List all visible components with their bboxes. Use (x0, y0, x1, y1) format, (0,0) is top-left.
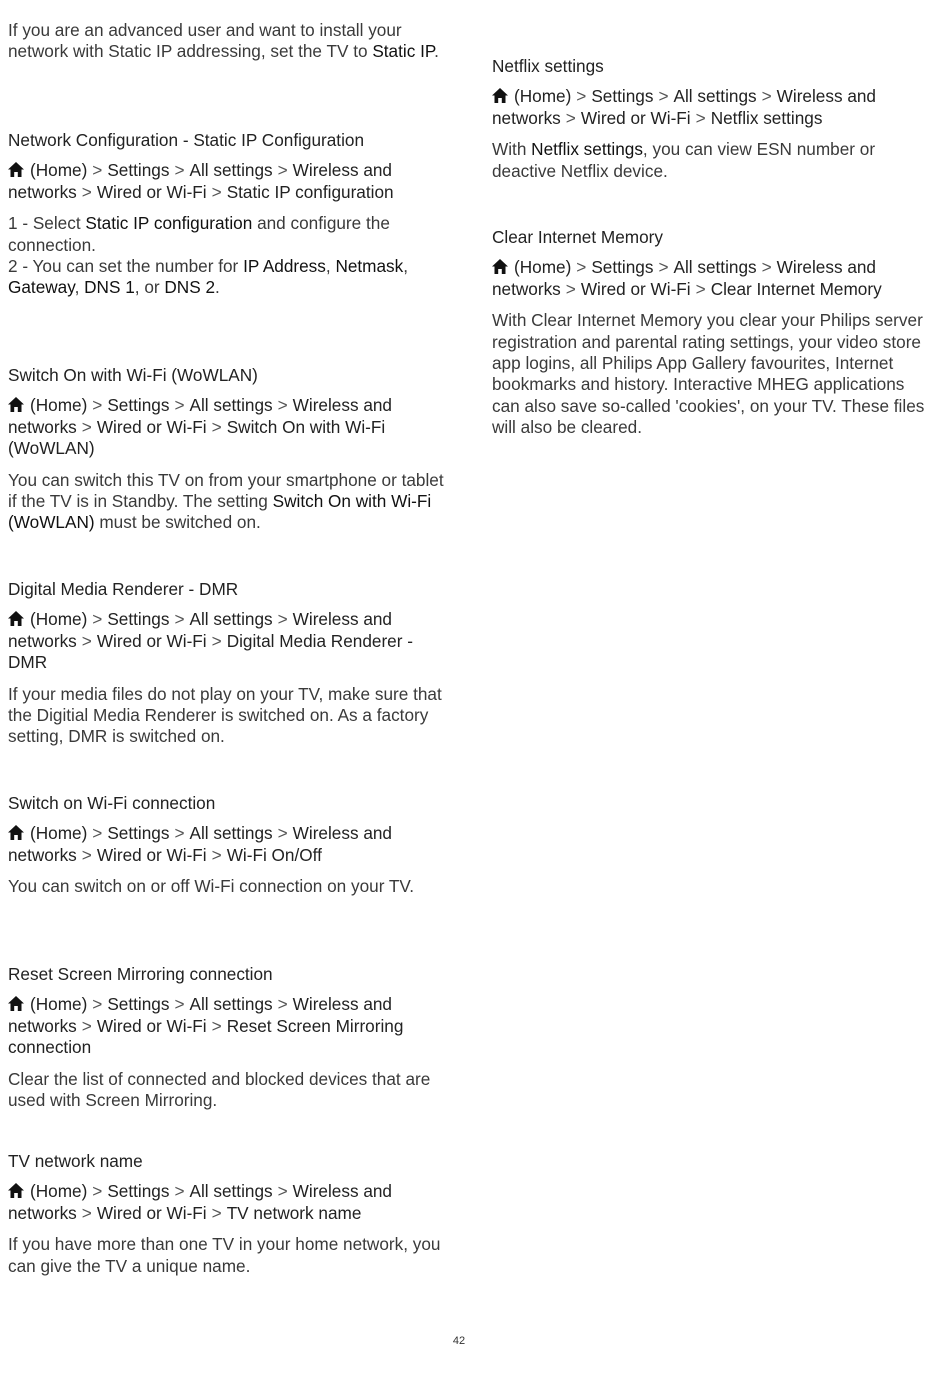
path-wired-wifi: Wired or Wi-Fi (96, 1202, 207, 1223)
home-icon (8, 397, 24, 412)
path-separator: > (174, 1181, 185, 1202)
path-settings: Settings (107, 823, 170, 844)
body-suffix: must be switched on. (99, 512, 261, 533)
path-target: Reset Screen Mirroring connection (8, 1015, 404, 1058)
path-wired-wifi: Wired or Wi-Fi (580, 278, 691, 299)
section-heading: Switch On with Wi-Fi (WoWLAN) (8, 365, 258, 385)
step-2-prefix: 2 - You can set the number for (8, 256, 239, 277)
path-all-settings: All settings (189, 160, 273, 181)
path-wireless: Wireless and networks (8, 395, 392, 437)
path-separator: > (565, 278, 576, 299)
step-1-suffix: and configure the connection. (8, 213, 390, 255)
path-separator: > (211, 630, 222, 651)
section-heading: Network Configuration - Static IP Configuration (8, 130, 365, 150)
path-separator: > (576, 257, 587, 278)
path-separator: > (695, 107, 706, 128)
path-home: (Home) (514, 86, 572, 107)
section-body: If your media files do not play on your TV, make sure that the Digitial Media Renderer is switched on. As a factory setting, DMR is switched on. (8, 683, 442, 747)
path-separator: > (277, 395, 288, 416)
home-icon (8, 996, 24, 1011)
section-wifi-onoff (8, 793, 448, 898)
path-separator: > (658, 86, 669, 107)
path-target: TV network name (226, 1202, 362, 1223)
path-wired-wifi: Wired or Wi-Fi (96, 844, 207, 865)
home-icon (8, 611, 24, 626)
menu-path (492, 257, 932, 300)
home-icon (8, 1183, 24, 1198)
path-separator: > (211, 1202, 222, 1223)
path-settings: Settings (107, 160, 170, 181)
step-2-item: Gateway (8, 277, 75, 298)
path-all-settings: All settings (189, 823, 273, 844)
section-body: You can switch on or off Wi-Fi connection on your TV. (8, 876, 415, 897)
path-separator: > (658, 257, 669, 278)
path-separator: > (277, 609, 288, 630)
menu-path (8, 160, 448, 203)
path-separator: > (576, 86, 587, 107)
body-highlight: Netflix settings (531, 139, 643, 160)
step-2-item: IP Address (243, 256, 326, 277)
path-home: (Home) (514, 257, 572, 278)
section-tv-name (8, 1151, 448, 1277)
menu-path (8, 609, 448, 673)
section-heading: Clear Internet Memory (492, 227, 663, 247)
body-prefix: With (492, 139, 527, 160)
body-highlight: Switch On with Wi-Fi (WoWLAN) (8, 491, 432, 533)
path-separator: > (761, 86, 772, 107)
section-body: Clear the list of connected and blocked devices that are used with Screen Mirroring. (8, 1068, 431, 1111)
path-target: Clear Internet Memory (710, 278, 882, 299)
path-home: (Home) (30, 1181, 88, 1202)
path-settings: Settings (107, 609, 170, 630)
path-wireless: Wireless and networks (8, 160, 392, 202)
path-settings: Settings (107, 1181, 170, 1202)
path-separator: > (277, 994, 288, 1015)
path-separator: > (92, 609, 103, 630)
intro-paragraph (8, 20, 448, 63)
path-wireless: Wireless and networks (8, 1181, 392, 1223)
path-separator: > (81, 1202, 92, 1223)
path-separator: > (211, 181, 222, 202)
step-2-item: DNS 1 (84, 277, 135, 298)
path-home: (Home) (30, 609, 88, 630)
path-home: (Home) (30, 994, 88, 1015)
path-wired-wifi: Wired or Wi-Fi (96, 181, 207, 202)
step-2-or: or (144, 277, 160, 298)
path-separator: > (211, 1015, 222, 1036)
path-target: Netflix settings (710, 107, 823, 128)
path-separator: > (277, 823, 288, 844)
path-settings: Settings (107, 395, 170, 416)
path-separator: > (92, 1181, 103, 1202)
path-separator: > (174, 160, 185, 181)
section-static-ip (8, 130, 448, 299)
section-heading: Switch on Wi-Fi connection (8, 793, 216, 813)
home-icon (8, 162, 24, 177)
path-settings: Settings (591, 86, 654, 107)
path-all-settings: All settings (673, 257, 757, 278)
home-icon (492, 88, 508, 103)
path-separator: > (81, 1015, 92, 1036)
section-body (8, 213, 448, 299)
page-number: 42 (452, 1335, 466, 1347)
path-home: (Home) (30, 395, 88, 416)
path-separator: > (81, 630, 92, 651)
menu-path (8, 395, 448, 459)
path-wireless: Wireless and networks (492, 257, 876, 299)
path-home: (Home) (30, 823, 88, 844)
path-all-settings: All settings (189, 609, 273, 630)
path-separator: > (174, 823, 185, 844)
path-separator: > (277, 1181, 288, 1202)
path-settings: Settings (591, 257, 654, 278)
home-icon (492, 259, 508, 274)
path-separator: > (174, 994, 185, 1015)
path-settings: Settings (107, 994, 170, 1015)
step-2: 2 - You can set the number for IP Address, Netmask, Gateway, DNS 1, or DNS 2. (8, 256, 409, 298)
section-body (492, 139, 932, 182)
section-wowlan (8, 365, 448, 534)
path-separator: > (92, 823, 103, 844)
step-1-prefix: 1 - Select (8, 213, 81, 234)
section-body: With Clear Internet Memory you clear your Philips server registration and parental rating settings, your video store app logins, all Philips App Gallery favourites, Internet bookmarks and history. Interactive MHEG applications can also save so-called 'cookies', on your TV. These files will also be cleared. (492, 310, 925, 438)
step-2-item: Netmask (335, 256, 404, 277)
path-separator: > (211, 844, 222, 865)
section-clear-memory (492, 227, 932, 439)
path-separator: > (565, 107, 576, 128)
path-separator: > (174, 609, 185, 630)
section-body (8, 470, 448, 534)
path-separator: > (211, 416, 222, 437)
section-body: If you have more than one TV in your home network, you can give the TV a unique name. (8, 1234, 441, 1276)
path-home: (Home) (30, 160, 88, 181)
section-heading: Reset Screen Mirroring connection (8, 964, 273, 984)
menu-path (8, 994, 448, 1058)
path-wired-wifi: Wired or Wi-Fi (96, 630, 207, 651)
home-icon (8, 825, 24, 840)
step-2-item: DNS 2 (164, 277, 216, 298)
section-heading: TV network name (8, 1151, 143, 1171)
menu-path (8, 1181, 448, 1224)
path-all-settings: All settings (189, 994, 273, 1015)
step-1 (8, 213, 448, 256)
path-separator: > (81, 181, 92, 202)
section-netflix (492, 56, 932, 182)
menu-path (8, 823, 448, 866)
path-separator: > (92, 160, 103, 181)
step-1-highlight: Static IP configuration (85, 213, 253, 234)
section-mirroring (8, 964, 448, 1111)
body-prefix: You can switch this TV on from your smartphone or tablet if the TV is in Standby. The setting (8, 469, 444, 512)
path-separator: > (92, 395, 103, 416)
path-separator: > (761, 257, 772, 278)
menu-path (492, 86, 932, 129)
path-wireless: Wireless and networks (8, 994, 392, 1036)
path-wired-wifi: Wired or Wi-Fi (96, 1015, 207, 1036)
path-separator: > (81, 844, 92, 865)
intro-end: . (434, 41, 439, 62)
path-all-settings: All settings (673, 86, 757, 107)
intro-highlight: Static IP (372, 41, 435, 62)
path-wireless: Wireless and networks (8, 609, 392, 651)
intro-text: If you are an advanced user and want to install your network with Static IP addressing, set the TV to (8, 20, 402, 62)
path-separator: > (695, 278, 706, 299)
section-dmr (8, 579, 448, 748)
section-heading: Netflix settings (492, 56, 604, 76)
section-heading: Digital Media Renderer - DMR (8, 579, 239, 599)
path-target: Switch On with Wi-Fi (WoWLAN) (8, 416, 386, 459)
body-suffix: , you can view ESN number or deactive Netflix device. (492, 139, 876, 181)
path-wired-wifi: Wired or Wi-Fi (96, 416, 207, 437)
path-separator: > (81, 416, 92, 437)
path-target: Wi-Fi On/Off (226, 844, 322, 865)
path-wired-wifi: Wired or Wi-Fi (580, 107, 691, 128)
path-separator: > (277, 160, 288, 181)
path-target: Digital Media Renderer - DMR (8, 630, 413, 673)
path-target: Static IP configuration (226, 181, 394, 202)
path-separator: > (92, 994, 103, 1015)
path-wireless: Wireless and networks (8, 823, 392, 865)
path-wireless: Wireless and networks (492, 86, 876, 128)
path-all-settings: All settings (189, 1181, 273, 1202)
path-all-settings: All settings (189, 395, 273, 416)
path-separator: > (174, 395, 185, 416)
